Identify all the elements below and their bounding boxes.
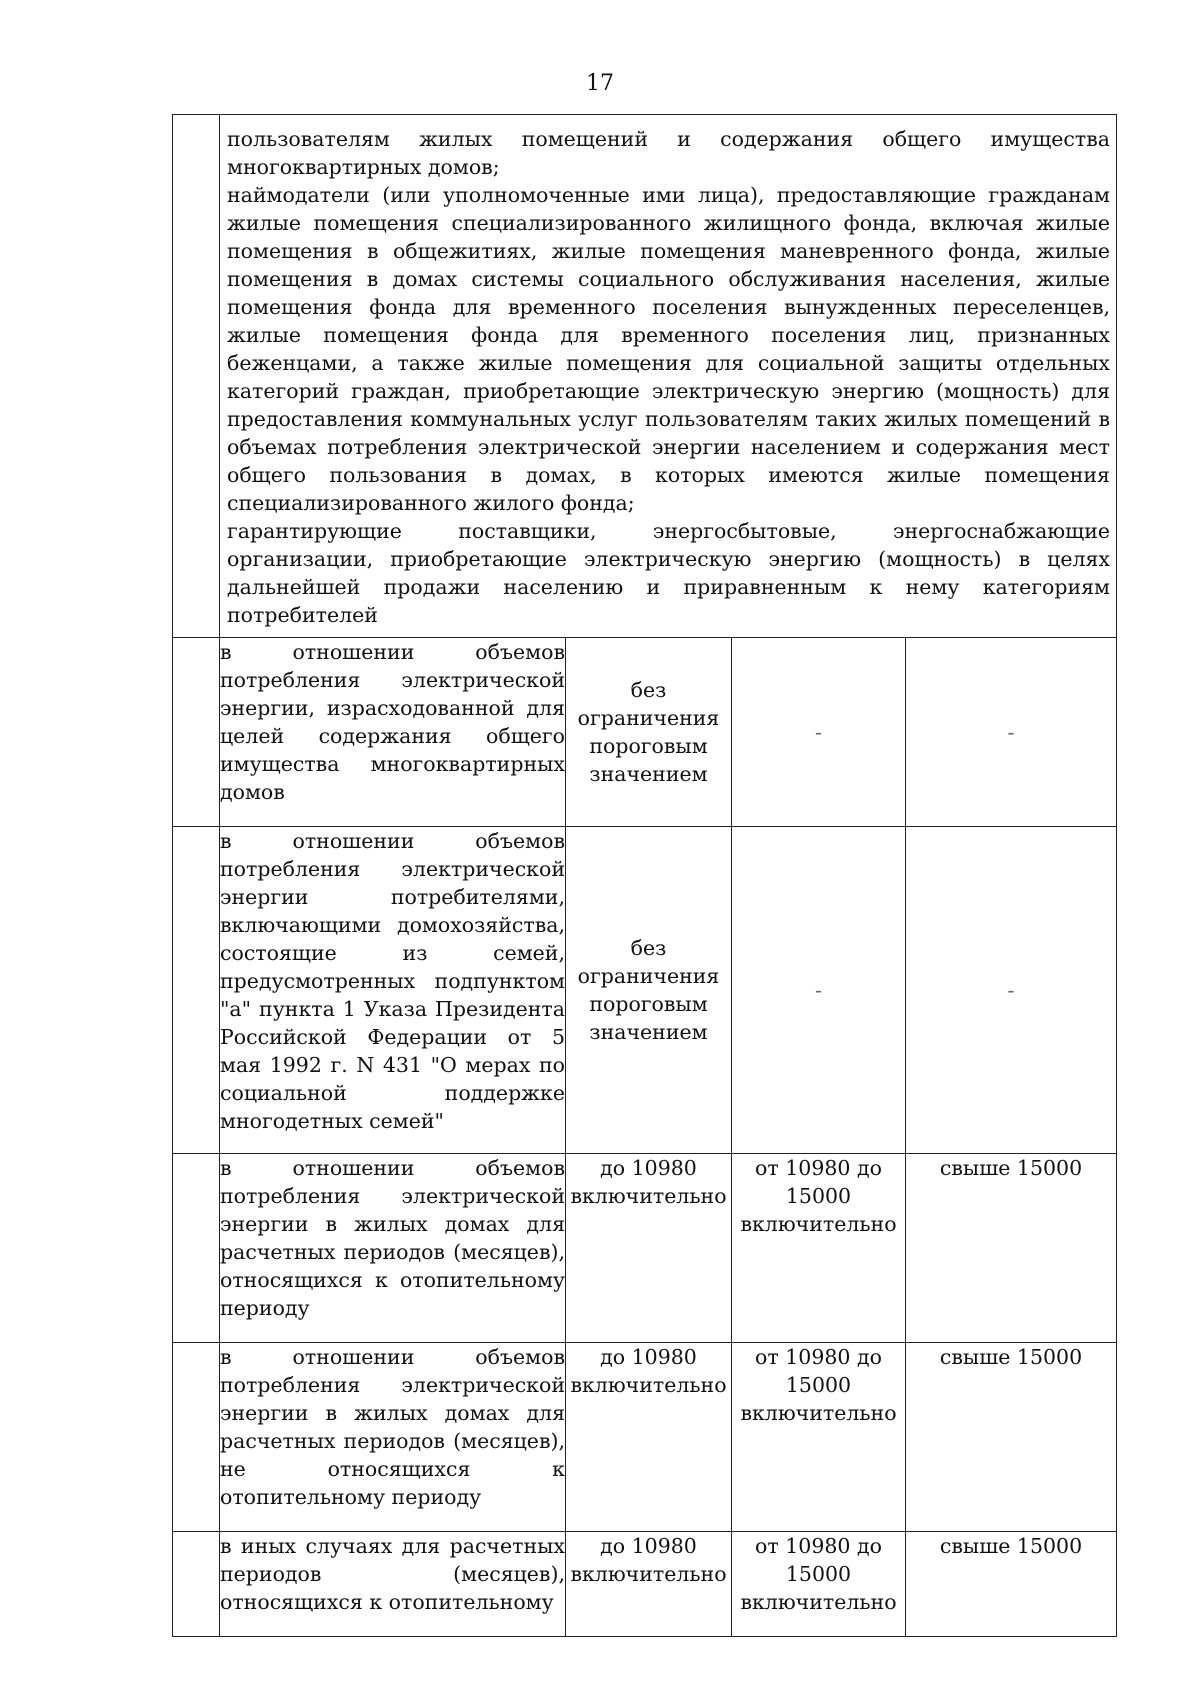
table-row <box>173 638 1117 827</box>
threshold-a-cell: без ограничения пороговым значением <box>566 638 732 827</box>
threshold-a-cell: до 10980 включительно <box>566 1154 732 1343</box>
threshold-c-cell: свыше 15000 <box>906 1532 1117 1637</box>
threshold-a-cell: без ограничения пороговым значением <box>566 827 732 1154</box>
number-cell <box>173 638 220 827</box>
threshold-b-cell: - <box>732 827 906 1154</box>
intro-paragraph: гарантирующие поставщики, энергосбытовые, энергоснабжающие организации, приобретающие электрическую энергию (мощность) в целях дальнейшей продажи населению и приравненным к нему категориям потребителей <box>227 519 1110 627</box>
description-cell: в отношении объемов потребления электрической энергии потребителями, включающими домохозяйства, состоящие из семей, предусмотренных подпунктом "а" пункта 1 Указа Президента Российской Федерации от 5 мая 1992 г. N 431 "О мерах по социальной поддержке многодетных семей" <box>220 827 566 1154</box>
threshold-c-cell: свыше 15000 <box>906 1343 1117 1532</box>
number-cell <box>173 115 220 638</box>
description-cell: в отношении объемов потребления электрической энергии в жилых домах для расчетных периодов (месяцев), не относящихся к отопительному периоду <box>220 1343 566 1532</box>
intro-paragraph: наймодатели (или уполномоченные ими лица), предоставляющие гражданам жилые помещения специализированного жилищного фонда, включая жилые помещения в общежитиях, жилые помещения маневренного фонда, жилые помещения в домах системы социального обслуживания населения, жилые помещения фонда для временного поселения вынужденных переселенцев, жилые помещения фонда для временного поселения лиц, признанных беженцами, а также жилые помещения для социальной защиты отдельных категорий граждан, приобретающие электрическую энергию (мощность) для предоставления коммунальных услуг пользователям таких жилых помещений в объемах потребления электрической энергии населением и содержания мест общего пользования в домах, в которых имеются жилые помещения специализированного жилого фонда; <box>227 183 1110 515</box>
threshold-b-cell: - <box>732 638 906 827</box>
intro-text <box>220 115 1116 637</box>
threshold-c-cell: - <box>906 638 1117 827</box>
tariff-table <box>172 114 1117 1637</box>
threshold-c-cell: свыше 15000 <box>906 1154 1117 1343</box>
intro-paragraph: пользователям жилых помещений и содержания общего имущества многоквартирных домов; <box>227 127 1110 179</box>
threshold-c-cell: - <box>906 827 1117 1154</box>
table-row <box>173 1343 1117 1532</box>
threshold-b-cell: от 10980 до 15000 включительно <box>732 1343 906 1532</box>
number-cell <box>173 1343 220 1532</box>
page-number: 17 <box>586 71 614 96</box>
table-row <box>173 1154 1117 1343</box>
intro-row <box>173 115 1117 638</box>
table-row <box>173 1532 1117 1637</box>
number-cell <box>173 1154 220 1343</box>
description-cell: в иных случаях для расчетных периодов (месяцев), относящихся к отопительному <box>220 1532 566 1637</box>
threshold-a-cell: до 10980 включительно <box>566 1532 732 1637</box>
threshold-b-cell: от 10980 до 15000 включительно <box>732 1154 906 1343</box>
description-cell: в отношении объемов потребления электрической энергии в жилых домах для расчетных периодов (месяцев), относящихся к отопительному периоду <box>220 1154 566 1343</box>
intro-cell <box>220 115 1117 638</box>
table-row <box>173 827 1117 1154</box>
threshold-a-cell: до 10980 включительно <box>566 1343 732 1532</box>
description-cell: в отношении объемов потребления электрической энергии, израсходованной для целей содержания общего имущества многоквартирных домов <box>220 638 566 827</box>
number-cell <box>173 827 220 1154</box>
number-cell <box>173 1532 220 1637</box>
threshold-b-cell: от 10980 до 15000 включительно <box>732 1532 906 1637</box>
